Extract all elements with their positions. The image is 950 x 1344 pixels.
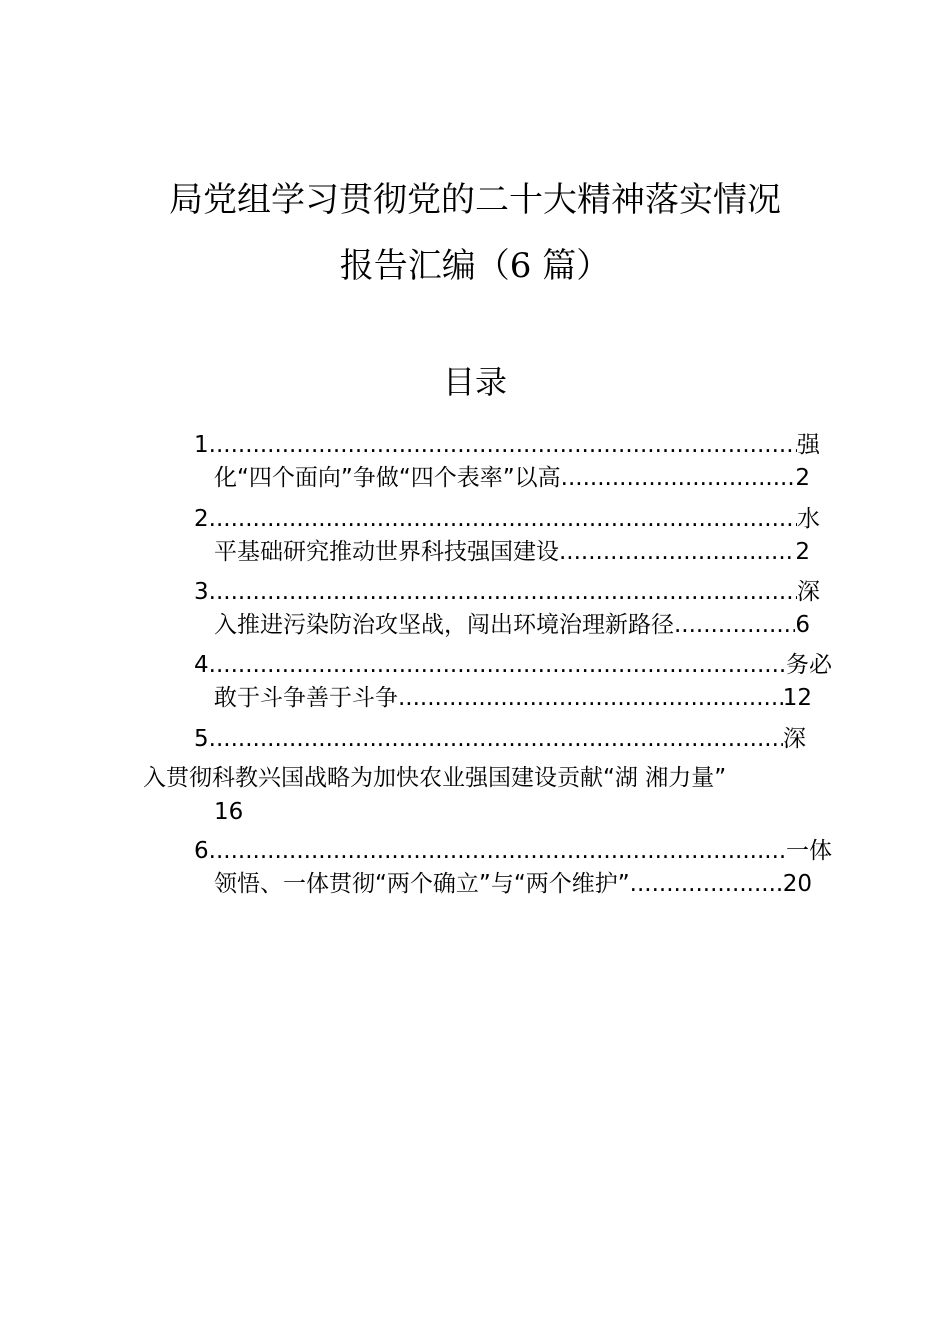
toc-entry-number: 3 [194, 579, 209, 605]
dot-leader [209, 577, 797, 607]
toc-entry-page: 20 [782, 871, 812, 897]
toc-entry-3-line-2[interactable] [214, 610, 810, 640]
toc-entry-page: 2 [795, 465, 810, 491]
document-title-line-2: 报告汇编（6 篇） [339, 246, 611, 286]
toc-entry-title-part: 入推进污染防治攻坚战，闯出环境治理新路径 [214, 612, 674, 638]
toc-entry-page: 2 [795, 539, 810, 565]
dot-leader [561, 463, 796, 493]
toc-entry-number: 5 [194, 726, 209, 752]
toc-entry-6-line-1[interactable] [194, 836, 832, 866]
toc-entry-title-part: 水 [797, 506, 820, 532]
toc-entry-2-line-1[interactable] [194, 504, 820, 534]
toc-entry-page: 12 [782, 685, 812, 711]
toc-entry-title-part: 敢于斗争善于斗争 [214, 685, 398, 711]
toc-entry-1-line-1[interactable] [194, 430, 820, 460]
dot-leader [209, 430, 797, 460]
toc-entry-5-page [214, 797, 243, 827]
toc-entry-number: 4 [194, 652, 209, 678]
dot-leader [559, 537, 795, 567]
toc-entry-number: 2 [194, 506, 209, 532]
toc-entry-6-line-2[interactable] [214, 869, 812, 899]
toc-entry-page: 6 [795, 612, 810, 638]
dot-leader [209, 504, 797, 534]
dot-leader [398, 683, 783, 713]
toc-entry-4-line-1[interactable] [194, 650, 832, 680]
toc-entry-page: 16 [214, 799, 244, 825]
toc-heading: 目录 [442, 363, 507, 401]
toc-entry-title-part: 一体 [786, 838, 832, 864]
toc-entry-title-part: 强 [797, 432, 820, 458]
toc-entry-title-part: 入贯彻科教兴国战略为加快农业强国建设贡献“湖 湘力量” [143, 765, 727, 791]
document-title-line-1: 局党组学习贯彻党的二十大精神落实情况 [169, 180, 781, 220]
toc-entry-title-part: 领悟、一体贯彻“两个确立”与“两个维护” [214, 871, 630, 897]
dot-leader [209, 836, 786, 866]
dot-leader [630, 869, 783, 899]
toc-entry-title-part: 平基础研究推动世界科技强国建设 [214, 539, 559, 565]
toc-entry-number: 1 [194, 432, 209, 458]
dot-leader [674, 610, 795, 640]
toc-entry-title-part: 深 [797, 579, 820, 605]
toc-entry-1-line-2[interactable] [214, 463, 810, 493]
dot-leader [209, 724, 783, 754]
toc-entry-title-part: 化“四个面向”争做“四个表率”以高 [214, 465, 561, 491]
toc-entry-2-line-2[interactable] [214, 537, 810, 567]
toc-entry-3-line-1[interactable] [194, 577, 820, 607]
toc-entry-number: 6 [194, 838, 209, 864]
toc-entry-5-line-1[interactable] [194, 724, 806, 754]
toc-entry-title-part: 务必 [786, 652, 832, 678]
toc-entry-5-line-2[interactable] [143, 763, 726, 793]
dot-leader [209, 650, 786, 680]
toc-entry-4-line-2[interactable] [214, 683, 812, 713]
toc-entry-title-part: 深 [783, 726, 806, 752]
